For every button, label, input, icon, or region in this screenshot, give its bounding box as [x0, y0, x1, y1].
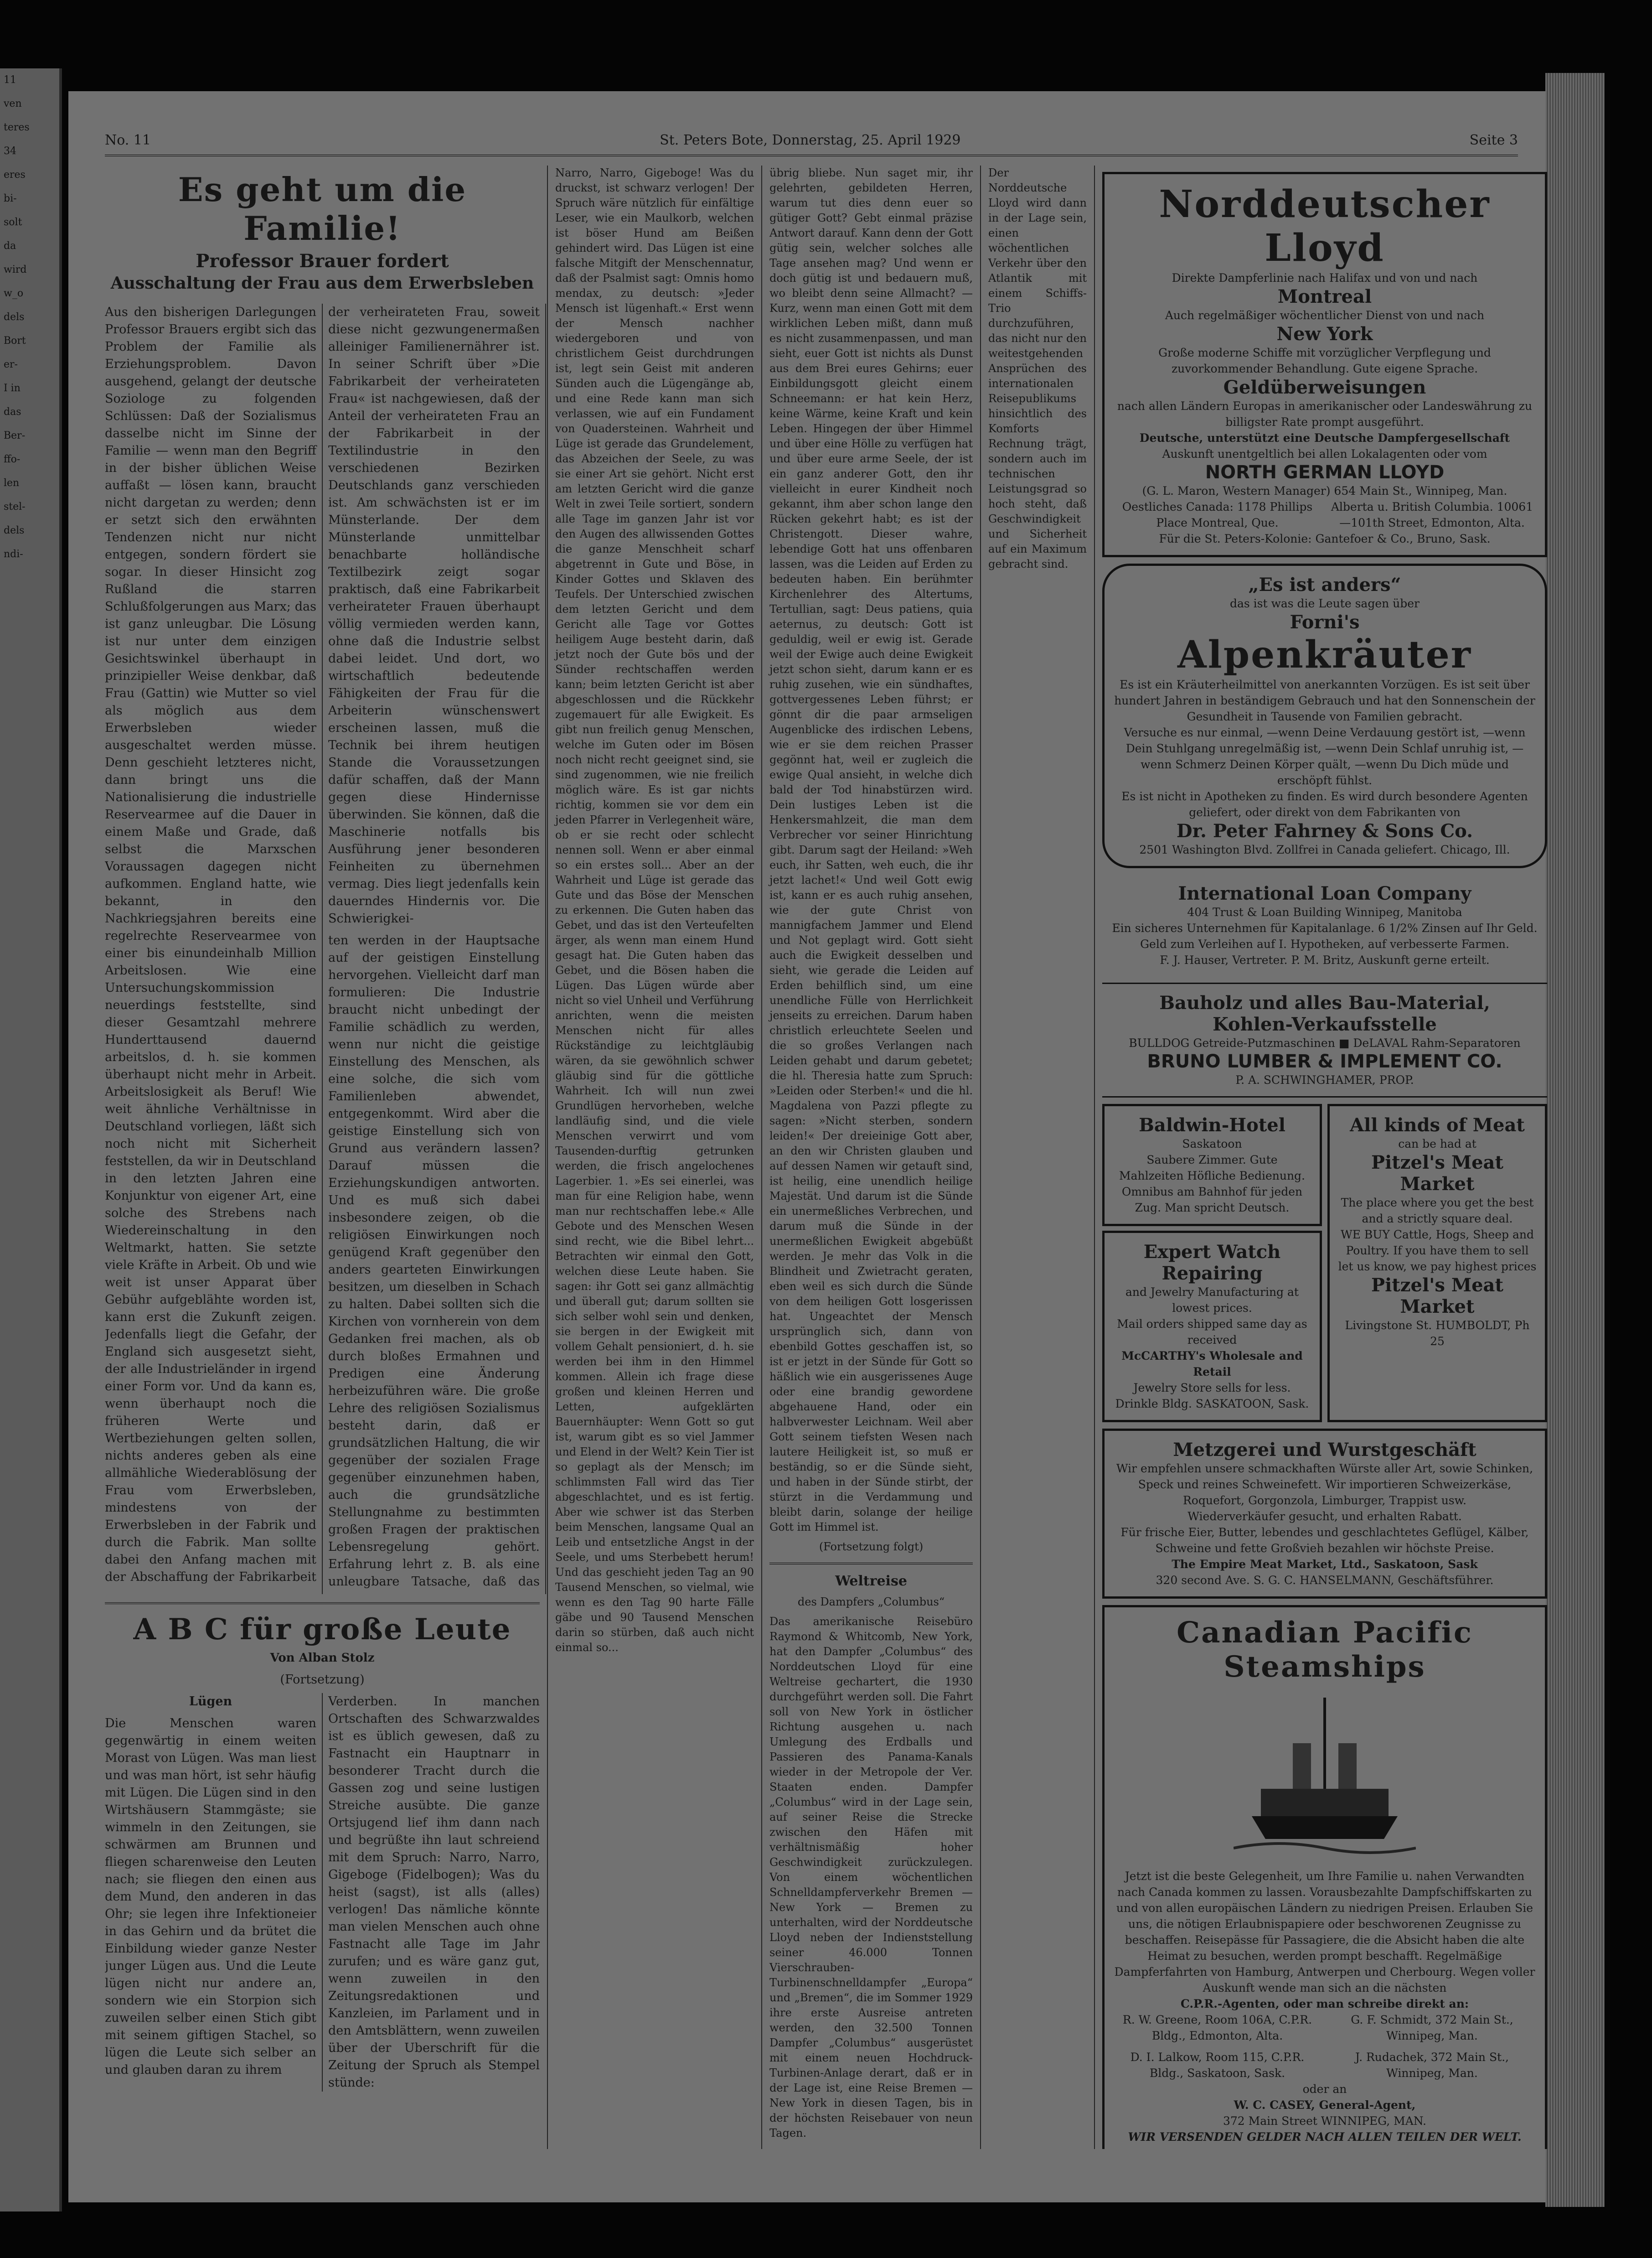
- ad-text: Wiederverkäufer gesucht, und erhalten Rabatt.: [1187, 1510, 1462, 1523]
- ad-title: Alpenkräuter: [1177, 633, 1472, 677]
- section-heading: Weltreise: [835, 1573, 907, 1589]
- ad-text: Livingstone St. HUMBOLDT, Ph 25: [1345, 1319, 1530, 1348]
- ad-text: McCARTHY's Wholesale and Retail: [1121, 1349, 1303, 1378]
- ad-heading: Kohlen-Verkaufsstelle: [1213, 1014, 1437, 1035]
- ad-title: International Loan Company: [1178, 883, 1471, 904]
- article-body: [105, 1693, 540, 2092]
- issue-number: No. 11: [105, 132, 151, 148]
- continuation-note: (Fortsetzung folgt): [819, 1540, 924, 1553]
- ad-text: nach allen Ländern Europas in amerikanischer oder Landeswährung zu billigster Rate prompt ausgeführt.: [1117, 399, 1533, 429]
- margin-fragment: Bort: [4, 335, 26, 347]
- margin-fragment: w_o: [4, 288, 24, 299]
- column-1: [105, 166, 547, 2149]
- ad-forni-alpenkraeuter: [1102, 564, 1547, 868]
- ad-text: Große moderne Schiffe mit vorzüglicher Verpflegung und zuvorkommender Behandlung. Gute eigene Sprache.: [1158, 346, 1491, 375]
- ad-text: Omnibus am Bahnhof für jeden Zug. Man spricht Deutsch.: [1121, 1185, 1303, 1214]
- ad-text: Es ist nicht in Apotheken zu finden. Es wird durch besondere Agenten geliefert, oder direkt von dem Fabrikanten von: [1121, 790, 1528, 819]
- ad-text: Auch regelmäßiger wöchentlicher Dienst von und nach: [1165, 309, 1485, 322]
- ad-text: and Jewelry Manufacturing at lowest prices.: [1125, 1285, 1299, 1315]
- agent-address: D. I. Lalkow, Room 115, C.P.R. Bldg., Saskatoon, Sask.: [1130, 2051, 1305, 2080]
- ad-brand: Forni's: [1290, 611, 1360, 633]
- ad-text: F. J. Hauser, Vertreter. P. M. Britz, Auskunft gerne erteilt.: [1160, 953, 1490, 967]
- margin-fragment: er-: [4, 359, 18, 370]
- ad-office: Oestliches Canada: 1178 Phillips Place Montreal, Que.: [1122, 500, 1313, 529]
- article-text: Die Menschen waren gegenwärtig in einem weiten Morast von Lügen. Was man liest und was man hört, ist sehr häufig mit Lügen. Die Lügen sind in den Wirtshäusern Stammgäste; sie wimmeln in den Zeitungen, sie schwärmen am Brunnen und fliegen scharenweise den Leuten nach; sie fliegen den einen aus dem Mund, den anderen in das Ohr; sie legen ihre Infektioneier in das Gehirn und da brütet die Einbildung wieder ganze Nester junger Lügen aus. Und die Leute lügen nicht nur andere an, sondern wie ein Storpion sich zuweilen selber einen Stich gibt mit seinem giftigen Stachel, so lügen die Leute sich selber an und glauben daran zu ihrem: [105, 1716, 316, 2077]
- margin-fragment: stel-: [4, 501, 26, 513]
- ad-heading: „Es ist anders“: [1248, 574, 1401, 596]
- margin-fragment: 11: [4, 74, 16, 86]
- ad-text: 372 Main Street WINNIPEG, MAN.: [1223, 2114, 1427, 2128]
- ad-text: C.P.R.-Agenten, oder man schreibe direkt an:: [1180, 1997, 1469, 2010]
- ad-text: Für die St. Peters-Kolonie: Gantefoer & Co., Bruno, Sask.: [1159, 532, 1491, 545]
- margin-fragment: ffo-: [4, 454, 21, 465]
- ad-heading: Bauholz und alles Bau-Material,: [1159, 992, 1490, 1014]
- ad-maker: Dr. Peter Fahrney & Sons Co.: [1176, 820, 1473, 842]
- masthead: St. Peters Bote, Donnerstag, 25. April 1929: [660, 132, 961, 148]
- ad-text: Ein sicheres Unternehmen für Kapitalanlage. 6 1/2% Zinsen auf Ihr Geld. Geld zum Verleihen auf I. Hypotheken, auf verbesserte Farmen.: [1112, 922, 1538, 951]
- margin-fragment: dels: [4, 525, 25, 536]
- ad-city: New York: [1276, 323, 1373, 345]
- ad-title: All kinds of Meat: [1350, 1114, 1525, 1136]
- article-author: Von Alban Stolz: [270, 1651, 375, 1665]
- ad-text: Auskunft unentgeltlich bei allen Lokalagenten oder vom: [1162, 447, 1487, 461]
- article-text: Der Norddeutsche Lloyd wird dann in der Lage sein, einen wöchentlichen Verkehr über den Atlantik mit einem Schiffs-Trio durchzuführen, das nicht nur den weitestgehenden Ansprüchen des internationalen Reisepublikums hinsichtlich des Komforts Rechnung trägt, sondern auch im technischen Leistungsgrad so hoch steht, daß Geschwindigkeit und Sicherheit auf ein Maximum gebracht sind.: [988, 166, 1087, 570]
- column-3: [761, 166, 980, 2149]
- ad-text: Es ist ein Kräuterheilmittel von anerkannten Vorzügen. Es ist seit über hundert Jahren in beständigem Gebrauch und hat den Sonnenschein der Gesundheit in Tausende von Familien gebracht.: [1114, 678, 1535, 723]
- page-number: Seite 3: [1469, 132, 1518, 148]
- agent-address: R. W. Greene, Room 106A, C.P.R. Bldg., Edmonton, Alta.: [1122, 2013, 1312, 2042]
- ad-heading: NORTH GERMAN LLOYD: [1205, 462, 1445, 483]
- ad-text: Jewelry Store sells for less.: [1133, 1381, 1291, 1394]
- ad-title: Canadian Pacific Steamships: [1177, 1616, 1473, 1684]
- continuation-note: (Fortsetzung): [280, 1673, 365, 1687]
- margin-fragment: bi-: [4, 193, 17, 204]
- ad-text: 2501 Washington Blvd. Zollfrei in Canada geliefert. Chicago, Ill.: [1139, 843, 1510, 856]
- article-title: Es geht um die Familie!: [178, 170, 467, 248]
- margin-fragment: ndi-: [4, 549, 23, 560]
- divider: [105, 1602, 540, 1604]
- agent-address: G. F. Schmidt, 372 Main St., Winnipeg, Man.: [1351, 2013, 1513, 2042]
- section-heading: Lügen: [189, 1694, 232, 1709]
- ad-title: Expert Watch Repairing: [1143, 1241, 1281, 1284]
- margin-fragment: eres: [4, 169, 26, 181]
- ad-text: Deutsche, unterstützt eine Deutsche Dampfergesellschaft: [1139, 431, 1510, 445]
- article-subtitle-2: Ausschaltung der Frau aus dem Erwerbsleben: [110, 274, 534, 293]
- margin-fragment: solt: [4, 217, 22, 228]
- margin-fragment: I in: [4, 383, 21, 394]
- ad-baldwin-hotel: [1102, 1104, 1322, 1226]
- margin-fragment: das: [4, 406, 21, 418]
- ad-text: Direkte Dampferlinie nach Halifax und von und nach: [1172, 271, 1478, 285]
- article-text: Narro, Narro, Gigeboge! Was du druckst, ist schwarz verlogen! Der Spruch wäre nützlich für einfältige Leser, wie ein Maulkorb, welchen ist böser Hund am Beißen gehindert wird. Das Lügen ist eine falsche Mitgift der Menschennatur, daß der Psalmist sagt: Omnis homo mendax, zu deutsch: »Jeder Mensch ist lügenhaft.« Erst wenn der Mensch nachher wiedergeboren und von christlichem Geist durchdrungen ist, legt sein Geist mit anderen Sünden auch die Lügengänge ab, und eine Rede kann man sich verlassen, wie auf ein Fundament von Quadersteinen. Wahrheit und Lüge ist gerade das Grundelement, das Abzeichen der Seele, zu was sie einer Art sie gehört. Nicht erst am letzten Gericht wird die ganze Welt in zwei Teile sortiert, sondern alle Tage im ganzen Jahr ist vor den Augen des allwissenden Gottes die ganze Menschheit scharf abgetrennt in Gute und Böse, in Kinder Gottes und Sklaven des Teufels. Der Unterschied zwischen dem letzten Gericht und dem Gericht alle Tage vor Gottes heiligem Auge besteht darin, daß jetzt noch der Gute bös und der Sünder rechtschaffen werden kann; beim letzten Gericht ist aber abgeschlossen und die Rückkehr zugemauert für alle Ewigkeit. Es gibt nun freilich genug Menschen, welche im Guten oder im Bösen noch nicht recht geeignet sind, sie sind zugenommen, wie nie freilich möglich wäre. Es ist gar nichts richtig, kommen sie vor dem ein jeden Pfarrer in Verlegenheit wäre, ob er sie recht oder schlecht nennen soll. Wenn er aber einmal so ein erstes soll... Aber an der Wahrheit und Lüge ist gerade das Gute und das Böse der Menschen zu erkennen. Die Guten haben das Gebet, und das ist den Verteufelten ärger, als wenn man einem Hund gesagt hat. Die Guten haben das Gebet, und die Bösen haben die Lügen. Das Lügen würde aber nicht so viel Unheil und Verführung anrichten, wenn die meisten Menschen nicht für alles Rückständige zu leichtgläubig wären, da sie gewöhnlich schwer gläubig sind für die göttliche Wahrheit. Ich will nun zwei Grundlügen hervorheben, welche landläufig sind, und die viele Menschen verwirrt und vom Tausenden-durftig getrunken werden, die frisch angelochenes Lagerbier. 1. »Es sei einerlei, was man für eine Religion habe, wenn man nur rechtschaffen lebe.« Alle Gebote und des Menschen Wesen sind recht, wie die Bibel lehrt... Betrachten wir einmal den Gott, welchen diese Leute haben. Sie sagen: ihr Gott sei ganz allmächtig und überall gut; darum sollten sie sich selber wohl sein und denken, sie bergen in der Ewigkeit mit vollem Gehalt pensioniert, d. h. sie werden bei ihm in den Himmel kommen. Allein ich frage diese großen und kleinen Herren und Letten, aufgeklärten Bauernhäupter: Wenn Gott so gut ist, warum gibt es so viel Jammer und Elend in der Welt? Kein Tier ist so geplagt als der Mensch; im schlimmsten Fall wird das Tier abgeschlachtet, und es ist fertig. Aber wie schwer ist das Sterben beim Menschen, langsame Qual an Leib und entsetzliche Angst in der Seele, und ums Sterbebett herum! Und das geschieht jeden Tag an 90 Tausend Menschen, so vielmal, wie wenn es den Tag 90 harte Fälle gäbe und 90 Tausend Menschen darin so stürben, daß auch nicht einmal so...: [555, 166, 754, 1654]
- margin-fragment: Ber-: [4, 430, 26, 441]
- margin-fragment: wird: [4, 264, 27, 275]
- margin-fragment: dels: [4, 311, 25, 323]
- article-body: [105, 304, 540, 1594]
- ad-title: Baldwin-Hotel: [1139, 1114, 1285, 1136]
- ad-text: oder an: [1302, 2082, 1347, 2096]
- ad-text: Für frische Eier, Butter, lebendes und geschlachtetes Geflügel, Kälber, Schweine und fette Großvieh bezahlen wir höchste Preise.: [1120, 1526, 1529, 1555]
- ad-metzgerei: [1102, 1429, 1547, 1599]
- ad-text: 404 Trust & Loan Building Winnipeg, Manitoba: [1187, 906, 1462, 919]
- ad-text: WE BUY Cattle, Hogs, Sheep and Poultry. If you have them to sell let us know, we pay highest prices: [1338, 1228, 1537, 1273]
- agent-address: J. Rudachek, 372 Main St., Winnipeg, Man.: [1355, 2051, 1509, 2080]
- ad-text: BULLDOG Getreide-Putzmaschinen ■ DeLAVAL Rahm-Separatoren: [1129, 1036, 1521, 1050]
- ad-text: Versuche es nur einmal, —wenn Deine Verdauung gestört ist, —wenn Dein Stuhlgang unregelmäßig ist, —wenn Dein Schlaf unruhig ist, —wenn Schmerz Deinen Körper quält, —wenn Du Dich müde und erschöpft fühlst.: [1124, 726, 1526, 787]
- article-text: Das amerikanische Reisebüro Raymond & Whitcomb, New York, hat den Dampfer „Columbus“ des Norddeutschen Lloyd für eine Weltreise gechartert, die 1930 durchgeführt werden soll. Die Fahrt soll von New York in östlicher Richtung ausgehen u. nach Umlegung des Erdballs und Passieren des Panama-Kanals wieder in der Metropole der Ver. Staaten enden. Dampfer „Columbus“ wird in der Lage sein, auf seiner Reise die Strecke zwischen den Häfen mit verhältnismäßig hoher Geschwindigkeit zurückzulegen. Von einem wöchentlichen Schnelldampferverkehr Bremen — New York — Bremen zu unterhalten, wird der Norddeutsche Lloyd neben der Indienststellung seiner 46.000 Tonnen Vierschrauben-Turbinenschnelldampfer „Europa“ und „Bremen“, die im Sommer 1929 ihre erste Ausreise antreten werden, den 32.500 Tonnen Dampfer „Columbus“ ausgerüstet mit einem neuen Hochdruck-Turbinen-Anlage derart, daß er in der Lage ist, eine Reise Bremen — New York in diesen Tagen, bis in der höchsten Reisebauer von neun Tagen.: [769, 1615, 973, 2139]
- article-subtitle: Professor Brauer fordert: [196, 250, 449, 272]
- ad-title: Metzgerei und Wurstgeschäft: [1173, 1439, 1476, 1460]
- ad-text: Drinkle Bldg. SASKATOON, Sask.: [1115, 1397, 1309, 1410]
- ad-text: The Empire Meat Market, Ltd., Saskatoon, Sask: [1172, 1558, 1478, 1571]
- ad-text: das ist was die Leute sagen über: [1229, 597, 1420, 610]
- margin-fragment: len: [4, 477, 20, 489]
- ad-text: Saskatoon: [1182, 1137, 1242, 1150]
- ad-title: Norddeutscher Lloyd: [1159, 182, 1491, 270]
- ad-canadian-pacific: [1102, 1605, 1547, 2149]
- article-title: A B C für große Leute: [133, 1612, 511, 1647]
- ad-title: BRUNO LUMBER & IMPLEMENT CO.: [1147, 1051, 1502, 1072]
- ad-office: Alberta u. British Columbia. 10061—101th Street, Edmonton, Alta.: [1331, 500, 1533, 529]
- ad-text: P. A. SCHWINGHAMER, PROP.: [1235, 1073, 1414, 1087]
- margin-fragment: 34: [4, 145, 16, 157]
- ads-column: [1094, 166, 1554, 2149]
- ad-bruno-lumber: [1102, 983, 1547, 1098]
- ad-text: can be had at: [1398, 1137, 1476, 1150]
- ad-international-loan: [1102, 875, 1547, 976]
- column-4: [980, 166, 1094, 2149]
- ad-heading: Pitzel's Meat Market: [1371, 1152, 1503, 1195]
- divider: [769, 1563, 973, 1564]
- margin-fragment: ven: [4, 98, 22, 109]
- ad-text: The place where you get the best and a strictly square deal.: [1341, 1196, 1534, 1225]
- ad-text: 320 second Ave. S. G. C. HANSELMANN, Geschäftsführer.: [1156, 1574, 1494, 1587]
- article-text: übrig bliebe. Nun saget mir, ihr gelehrten, gebildeten Herren, warum tut dies denn euer so gütiger Gott? Gebt einmal präzise Antwort darauf. Kann denn der Gott gütig sein, welcher solches alle Tage ansehen mag? Und wenn er doch gütig ist und bedauern muß, wo bleibt denn seine Allmacht? — Kurz, wenn man einen Gott mit dem wirklichen Leben mißt, dann muß es nicht zusammenpassen, und man sieht, euer Gott ist nichts als Dunst aus dem Brei eures Gehirns; euer Einbildungsgott gleicht einem Schneemann: er hat kein Herz, keine Wärme, keine Kraft und kein Leben. Hingegen der über Himmel und über eine Hölle zu verfügen hat und über eure arme Seele, der ist ein ganz anderer Gott, den ihr vielleicht in eurer Kindheit noch gekannt, ihm aber schon lange den Rücken gekehrt habt; es ist der Christengott. Dieser wahre, lebendige Gott hat uns offenbaren lassen, was die Leiden auf Erden zu bedeuten haben. Ein berühmter Kirchenlehrer des Altertums, Tertullian, sagt: Deus patiens, quia aeternus, zu deutsch: Gott ist geduldig, weil er ewig ist. Gerade weil der Ewige auch deine Ewigkeit jetzt schon sieht, darum kann er es ruhig zusehen, wie ein sündhaftes, gottvergessenes Leben führst; er gönnt dir die paar armseligen Augenblicke des irdischen Lebens, wie er sie dem reichen Prasser gegönnt hat, weil er zugleich die ewige Qual ansieht, in welche dich bald der Tod hinabstürzen wird. Dein lustiges Leben ist die Henkersmahlzeit, die man dem Verbrecher vor seiner Hinrichtung gibt. Darum sagt der Heiland: »Weh euch, ihr Satten, weh euch, die ihr jetzt lachet!« Und weil Gott ewig ist, kann er es auch ruhig ansehen, wie der gute Christ von mannigfachem Jammer und Elend und Not geplagt wird. Gott sieht auch die Ewigkeit desselben und sieht, wie gerade die Leiden auf Erden behilflich sind, um eine unendliche Fülle von Herrlichkeit jenseits zu erreichen. Darum haben christlich erleuchtete Seelen und die so großes Verlangen nach Leiden gehabt und darum gebetet; die hl. Theresia hatte zum Spruch: »Leiden oder Sterben!« und die hl. Magdalena von Pazzi pflegte zu sagen: »Nicht sterben, sondern leiden!« Der dreieinige Gott aber, an den wir Christen glauben und auf dessen Namen wir getauft sind, ist heilig, eine unendlich heilige Majestät. Und darum ist die Sünde ein unermeßliches Verbrechen, und darum muß die Sünde in der unermeßlichen Ewigkeit abgebüßt werden. Je mehr das Volk in die Blindheit und Zwietracht geraten, eben weil es sich durch die Sünde von dem heiligen Gott losgerissen hat. Ungeachtet der Mensch ursprünglich sich, dann von ebenbild Gottes geschaffen ist, so ist er jetzt in der Sünde für Gott so häßlich wie ein ausgerissenes Auge oder eine brandig gewordene abgehauene Hand, oder ein halbverwester Leichnam. Weil aber Gott seinem tiefsten Wesen nach lautere Heiligkeit ist, so muß er beständig, so er die Sünde sieht, und haben in der Sünde stirbt, der stürzt in die Verdammung und bleibt darin, solange der heilige Gott im Himmel ist.: [769, 166, 973, 1533]
- ad-watch-repairing: [1102, 1231, 1322, 1422]
- ad-slogan: WIR VERSENDEN GELDER NACH ALLEN TEILEN DER WELT.: [1128, 2130, 1522, 2144]
- newspaper-page: [68, 91, 1545, 2202]
- previous-page-edge: [0, 68, 62, 2211]
- ad-text: (G. L. Maron, Western Manager) 654 Main St., Winnipeg, Man.: [1142, 484, 1507, 497]
- ad-text: Mail orders shipped same day as received: [1117, 1317, 1307, 1347]
- ad-heading: Pitzel's Meat Market: [1371, 1274, 1503, 1317]
- column-2: [547, 166, 761, 2149]
- article-text: Aus den bisherigen Darlegungen Professor Brauers ergibt sich das Problem der Familie als Erziehungsproblem. Davon ausgehend, gelangt der deutsche Soziologe zu folgenden Schlüssen: Daß der Sozialismus dasselbe nicht im Sinne der Familie — wenn man den Begriff in der bisher üblichen Weise auffaßt — lösen kann, braucht nicht dargetan zu werden; denn er setzt sich den erwähnten Tendenzen nicht nur nicht entgegen, sondern fördert sie sogar. In dieser Hinsicht zog Rußland die starren Schlußfolgerungen aus Marx; das ist ganz unleugbar. Die Lösung ist nur unter dem einzigen Gesichtswinkel überhaupt in prinzipieller Weise denkbar, daß Frau (Gattin) wie Mutter so viel als möglich aus dem Erwerbsleben wieder ausgeschaltet werden müsse. Denn geschieht letzteres nicht, dann bringt uns die Nationalisierung die industrielle Reservearmee auf die Dauer in einem Maße und Grade, daß selbst die Marxschen Voraussagen dagegen nicht aufkommen. England hatte, wie bekannt, in den Nachkriegsjahren bereits eine regelrechte Reservearmee von einer bis einundeinhalb Million Arbeitslosen. Wie eine Untersuchungskommission neuerdings feststellte, sind dieser Gesamtzahl mehrere Hunderttausend dauernd arbeitslos, d. h. sie kommen überhaupt nicht mehr in Arbeit. Arbeitslosigkeit als Beruf! Wie weit ähnliche Verhältnisse in Deutschland vorliegen, läßt sich noch nicht mit Sicherheit feststellen, da wir in Deutschland in den letzten Jahren eine Konjunktur von eigener Art, eine solche des Strebens nach Wiedereinschaltung in den Weltmarkt, hatten. Sie setzte viele Kräfte in Arbeit. Ob und wie weit ist unser Apparat über Gebühr aufgeblähte worden ist, kann erst die Zukunft zeigen. Jedenfalls liegt die Gefahr, der England sich ausgesetzt sieht, der alle Industrieländer in irgend einer Form vor. Und da kann es, wenn überhaupt noch die früheren Werte und Wertbeziehungen gelten sollen, nichts anderes geben als eine allmähliche Wiederablösung der Frau vom Erwerbsleben, mindestens von der Erwerbsleben in der Fabrik und durch die Fabrik. Man sollte dabei den Anfang machen mit der Abschaffung der Fabrikarbeit der verheirateten Frau, soweit diese nicht gezwungenermaßen alleiniger Familienernährer ist. In seiner Schrift über »Die Fabrikarbeit der verheirateten Frau« ist nachgewiesen, daß der Anteil der verheirateten Frau an der Fabrikarbeit in der Textilindustrie in den verschiedenen Bezirken Deutschlands ganz verschieden ist. Am schwächsten ist er im Münsterlande. Der dem Münsterlande unmittelbar benachbarte holländische Textilbezirk zeigt sogar praktisch, daß eine Fabrikarbeit verheirateter Frauen überhaupt völlig vermieden werden kann, ohne daß die Industrie selbst dabei leidet. Und dort, wo wirtschaftlich bedeutende Fähigkeiten der Frau für die Arbeiterin wünschenswert erscheinen lassen, muß die Technik bei ihrem heutigen Stande die Voraussetzungen dafür schaffen, daß der Mann gegen diese Hindernisse überwinden. Sie können, daß die Maschinerie notfalls bis Ausführung jener besonderen Feinheiten zu übernehmen vermag. Dies liegt jedenfalls kein dauerndes Hindernis vor. Die Schwierigkei-: [105, 305, 540, 1584]
- margin-fragment: teres: [4, 122, 30, 133]
- ad-text: W. C. CASEY, General-Agent,: [1234, 2098, 1416, 2112]
- ad-pitzels-meat-market: [1327, 1104, 1547, 1422]
- ad-text: Jetzt ist die beste Gelegenheit, um Ihre Familie u. nahen Verwandten nach Canada kommen zu lassen. Vorausbezahlte Dampfschiffskarten zu und von allen europäischen Ländern zu niedrigen Preisen. Erlauben Sie uns, die nötigen Erlaubnispapiere oder beschworenen Zeugnisse zu beschaffen. Reisepässe für Passagiere, die die Absicht haben die alte Heimat zu besuchen, werden prompt beschafft. Regelmäßige Dampferfahrten von Hamburg, Antwerpen und Cherbourg. Wegen voller Auskunft wende man sich an die nächsten: [1114, 1870, 1535, 1994]
- ad-text: Saubere Zimmer. Gute Mahlzeiten Höfliche Bedienung.: [1119, 1153, 1306, 1182]
- margin-fragment: da: [4, 240, 16, 252]
- ad-text: Wir empfehlen unsere schmackhaften Würste aller Art, sowie Schinken, Speck und reines Schweinefett. Wir importieren Schweizerkäse, Roquefort, Gorgonzola, Limburger, Trappist usw.: [1116, 1462, 1533, 1507]
- steamship-illustration: [1234, 1688, 1416, 1862]
- article-text: ten werden in der Hauptsache auf der geistigen Einstellung hervorgehen. Vielleicht darf man formulieren: Die Industrie braucht nicht unbedingt der Familie schädlich zu werden, wenn nur nicht die geistige Einstellung des Menschen, als eine solche, die sich vom Familienleben abwendet, entgegenkommt. Wird aber die geistige Einstellung sich von Grund aus verändern lassen? Darauf müssen die Erziehungskundigen antworten. Und es muß sich dabei insbesondere zeigen, ob die religiösen Einwirkungen noch genügend Kraft gegenüber den anders gearteten Einwirkungen besitzen, um dieselben in Schach zu halten. Dabei sollten sich die Kirchen von vornherein von dem Gedanken frei machen, als ob durch bloßes Ermahnen und Predigen eine Änderung herbeizuführen wäre. Die große Lehre des religiösen Sozialismus besteht darin, daß er grundsätzlichen Haltung, die wir gegenüber der sozialen Frage gegenüber einzunehmen haben, auch die grundsätzliche Stellungnahme zu bestimmten großen Fragen der praktischen Lebensregelung gehört. Erfahrung lehrt z. B. als eine unleugbare Tatsache, daß das: [328, 933, 540, 1589]
- ad-norddeutscher-lloyd: [1102, 172, 1547, 557]
- article-text: Verderben. In manchen Ortschaften des Schwarzwaldes ist es üblich gewesen, daß zu Fastnacht ein Hauptnarr in besonderer Tracht durch die Gassen zog und seine lustigen Streiche ausübte. Die ganze Ortsjugend lief ihm dann nach und begrüßte ihn laut schreiend mit dem Spruch: Narro, Narro, Gigeboge (Fidelbogen); Was du heist (sagst), ist alls (alles) verlogen! Das nämliche könnte man vielen Menschen auch ohne Fastnacht alle Tage im Jahr zurufen; und es wäre ganz gut, wenn zuweilen in den Zeitungsredaktionen und Kanzleien, im Parlament und in den Amtsblättern, wenn zuweilen über der Uberschrift für die Zeitung der Spruch als Stempel stünde:: [328, 1694, 540, 2090]
- ad-city: Montreal: [1277, 286, 1372, 307]
- section-subheading: des Dampfers „Columbus“: [797, 1595, 945, 1608]
- masthead-line: [105, 132, 1518, 156]
- ad-heading: Geldüberweisungen: [1223, 377, 1426, 398]
